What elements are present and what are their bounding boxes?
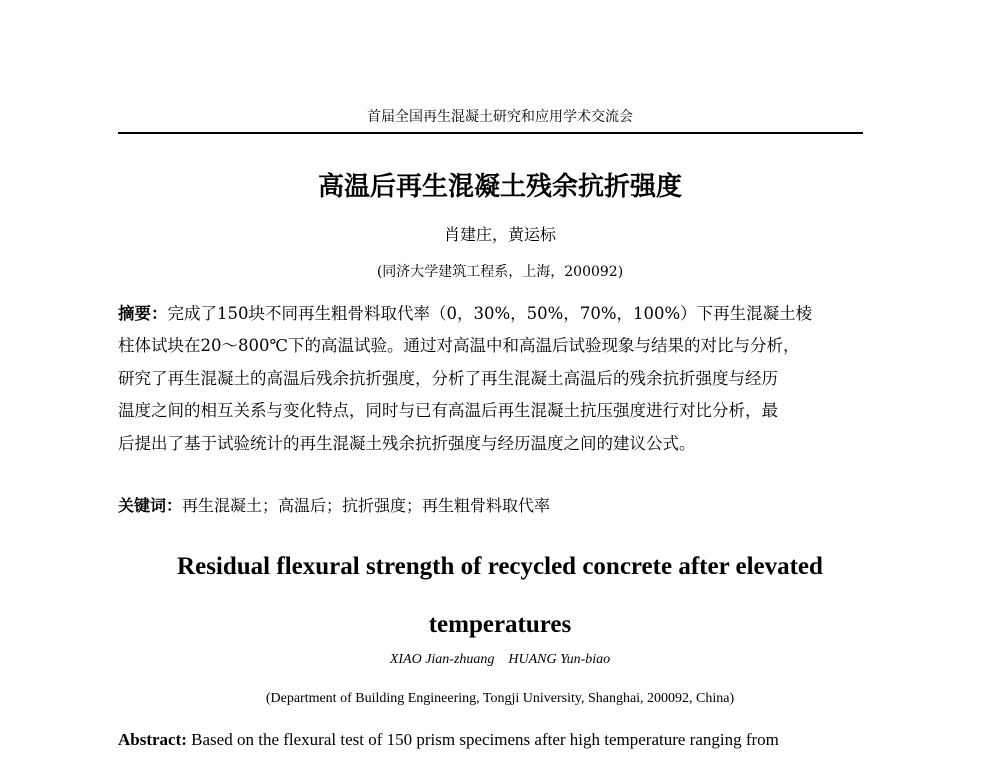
english-title-line-1: Residual flexural strength of recycled concrete after elevated xyxy=(177,553,823,580)
chinese-authors: 肖建庄，黄运标 xyxy=(443,225,556,244)
chinese-keywords-label: 关键词： xyxy=(118,496,183,515)
english-title-line-2: temperatures xyxy=(428,611,572,638)
english-authors: XIAO Jian-zhuang HUANG Yun-biao xyxy=(389,652,611,667)
english-title xyxy=(0,538,1000,654)
chinese-keywords xyxy=(118,494,863,518)
chinese-abstract-line-5: 后提出了基于试验统计的再生混凝土残余抗折强度与经历温度之间的建议公式。 xyxy=(118,433,696,453)
running-header: 首届全国再生混凝土研究和应用学术交流会 xyxy=(367,109,633,125)
chinese-abstract-line-3: 研究了再生混凝土的高温后残余抗折强度，分析了再生混凝土高温后的残余抗折强度与经历 xyxy=(118,368,778,388)
chinese-title: 高温后再生混凝土残余抗折强度 xyxy=(317,172,682,202)
chinese-abstract-label: 摘要： xyxy=(118,304,168,323)
english-abstract-text: Based on the flexural test of 150 prism specimens after high temperature ranging from xyxy=(191,730,779,749)
chinese-affiliation: (同济大学建筑工程系，上海，200092) xyxy=(376,264,624,280)
english-affiliation: (Department of Building Engineering, Tongji University, Shanghai, 200092, China) xyxy=(265,691,735,706)
header-rule xyxy=(118,132,863,134)
chinese-abstract-line-2: 柱体试块在20～800℃下的高温试验。通过对高温中和高温后试验现象与结果的对比与分析， xyxy=(118,336,800,356)
english-abstract xyxy=(118,728,878,752)
chinese-abstract-line-1 xyxy=(118,298,863,330)
chinese-abstract-text-1: 完成了150块不同再生粗骨料取代率（0，30%，50%，70%，100%）下再生混凝土棱 xyxy=(167,304,813,323)
chinese-abstract-line-4: 温度之间的相互关系与变化特点，同时与已有高温后再生混凝土抗压强度进行对比分析，最 xyxy=(118,401,778,421)
chinese-keywords-text: 再生混凝土；高温后；抗折强度；再生粗骨料取代率 xyxy=(182,496,551,515)
chinese-abstract xyxy=(118,298,863,460)
english-abstract-label: Abstract: xyxy=(118,730,187,749)
